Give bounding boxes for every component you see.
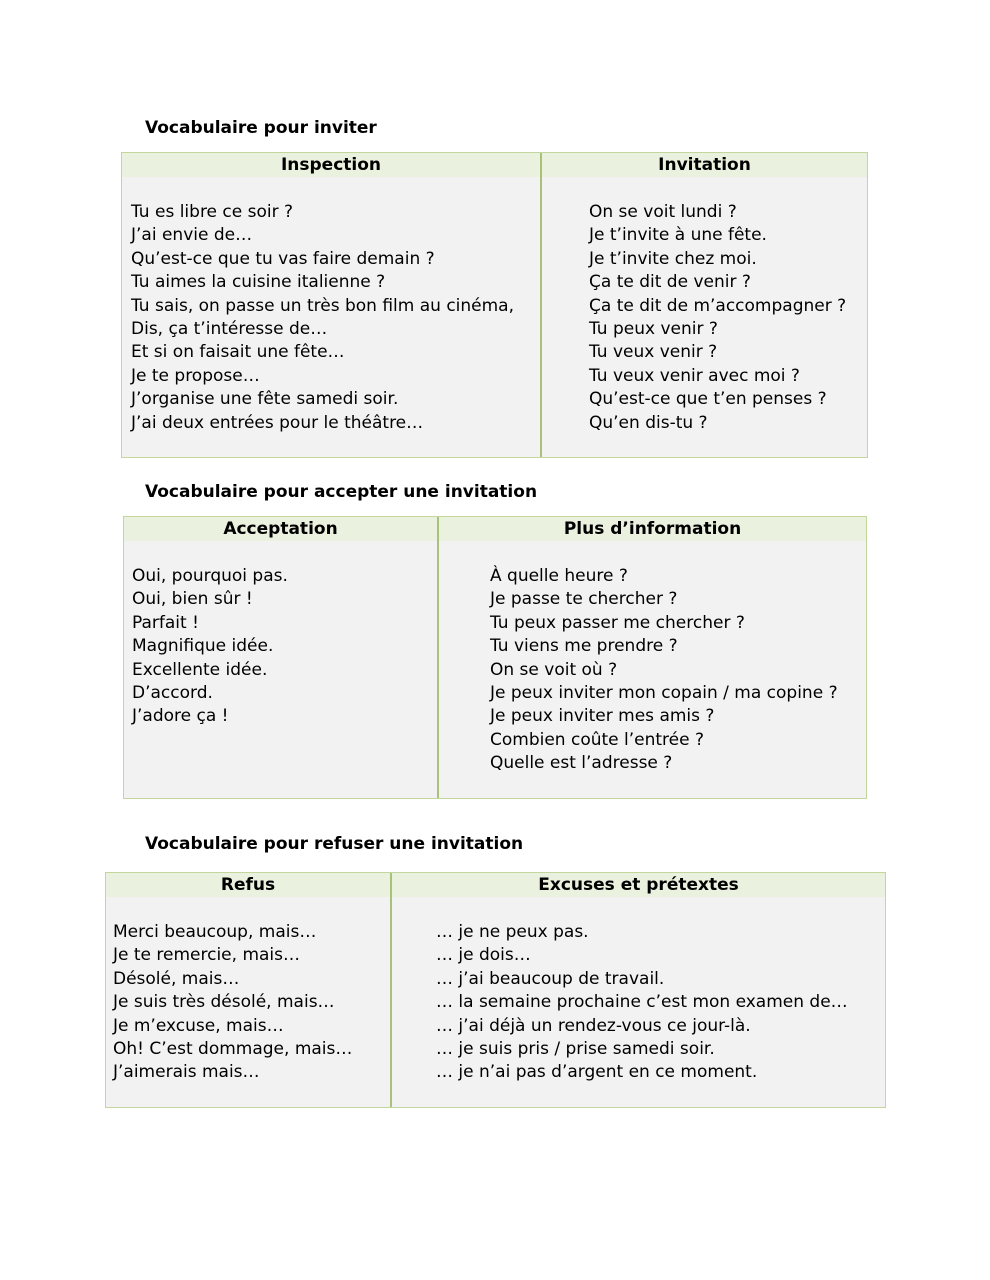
list-item: On se voit lundi ? bbox=[589, 202, 737, 222]
column-acceptation bbox=[124, 517, 437, 798]
list-item: Qu’en dis-tu ? bbox=[589, 412, 708, 433]
column-inspection bbox=[122, 153, 540, 457]
list-item: … j’ai déjà un rendez-vous ce jour-là. bbox=[436, 1015, 751, 1036]
list-item: D’accord. bbox=[132, 683, 213, 704]
list-item: Tu veux venir ? bbox=[589, 342, 718, 363]
list-item: Dis, ça t’intéresse de… bbox=[131, 319, 328, 340]
list-item: Magnifique idée. bbox=[132, 636, 274, 657]
list-item: Parfait ! bbox=[132, 612, 199, 633]
column-plus-information bbox=[437, 517, 866, 798]
list-item: Tu peux passer me chercher ? bbox=[490, 612, 745, 633]
column-header: Inspection bbox=[122, 153, 540, 177]
list-item: Oui, bien sûr ! bbox=[132, 589, 253, 610]
list-item: … la semaine prochaine c’est mon examen de… bbox=[436, 992, 848, 1013]
list-item: Combien coûte l’entrée ? bbox=[490, 729, 705, 750]
item-list bbox=[589, 201, 846, 435]
item-list bbox=[132, 565, 288, 729]
list-item: Je te propose… bbox=[131, 365, 260, 386]
list-item: Tu sais, on passe un très bon film au cinéma, bbox=[131, 295, 515, 316]
list-item: Je passe te chercher ? bbox=[490, 589, 678, 610]
list-item: Qu’est-ce que tu vas faire demain ? bbox=[131, 248, 435, 269]
list-item: Désolé, mais… bbox=[113, 968, 240, 989]
list-item: … je suis pris / prise samedi soir. bbox=[436, 1039, 715, 1060]
list-item: Je t’invite à une fête. bbox=[589, 225, 767, 246]
list-item: Je t’invite chez moi. bbox=[589, 248, 757, 269]
section-title-accepter: Vocabulaire pour accepter une invitation bbox=[145, 482, 538, 502]
list-item: On se voit où ? bbox=[490, 659, 618, 680]
list-item: Je te remercie, mais… bbox=[113, 945, 301, 966]
table-refuser bbox=[105, 872, 886, 1108]
column-header: Refus bbox=[106, 873, 390, 897]
list-item: Je peux inviter mes amis ? bbox=[490, 706, 715, 727]
list-item: Ça te dit de venir ? bbox=[589, 272, 751, 293]
list-item: J’aimerais mais… bbox=[113, 1062, 260, 1083]
list-item: J’ai envie de… bbox=[131, 225, 253, 246]
list-item: Oh! C’est dommage, mais… bbox=[113, 1039, 353, 1060]
item-list bbox=[131, 201, 514, 435]
list-item: Tu veux venir avec moi ? bbox=[589, 365, 800, 386]
list-item: J’organise une fête samedi soir. bbox=[131, 389, 399, 410]
list-item: Et si on faisait une fête… bbox=[131, 342, 345, 363]
table-accepter bbox=[123, 516, 867, 799]
column-header: Invitation bbox=[542, 153, 867, 177]
list-item: Tu peux venir ? bbox=[589, 319, 718, 340]
list-item: Excellente idée. bbox=[132, 659, 268, 680]
list-item: Ça te dit de m’accompagner ? bbox=[589, 295, 847, 316]
column-excuses bbox=[390, 873, 885, 1107]
list-item: … je n’ai pas d’argent en ce moment. bbox=[436, 1062, 758, 1083]
list-item: Tu viens me prendre ? bbox=[490, 636, 678, 657]
list-item: À quelle heure ? bbox=[490, 566, 628, 586]
list-item: J’adore ça ! bbox=[132, 706, 229, 727]
table-inviter bbox=[121, 152, 868, 458]
section-title-inviter: Vocabulaire pour inviter bbox=[145, 118, 377, 138]
column-header: Acceptation bbox=[124, 517, 437, 541]
list-item: Quelle est l’adresse ? bbox=[490, 753, 673, 774]
section-title-refuser: Vocabulaire pour refuser une invitation bbox=[145, 834, 524, 854]
item-list bbox=[490, 565, 838, 776]
list-item: … je dois… bbox=[436, 945, 531, 966]
item-list bbox=[436, 921, 848, 1085]
list-item: Qu’est-ce que t’en penses ? bbox=[589, 389, 827, 410]
list-item: Oui, pourquoi pas. bbox=[132, 566, 288, 586]
column-header: Plus d’information bbox=[439, 517, 866, 541]
item-list bbox=[113, 921, 352, 1085]
list-item: Merci beaucoup, mais… bbox=[113, 922, 317, 942]
list-item: Tu es libre ce soir ? bbox=[131, 202, 294, 222]
column-refus bbox=[106, 873, 390, 1107]
column-header: Excuses et prétextes bbox=[392, 873, 885, 897]
list-item: … je ne peux pas. bbox=[436, 922, 589, 942]
list-item: Je peux inviter mon copain / ma copine ? bbox=[490, 683, 838, 704]
list-item: Tu aimes la cuisine italienne ? bbox=[131, 272, 386, 293]
list-item: Je suis très désolé, mais… bbox=[113, 992, 335, 1013]
list-item: J’ai deux entrées pour le théâtre… bbox=[131, 412, 424, 433]
list-item: Je m’excuse, mais… bbox=[113, 1015, 284, 1036]
list-item: … j’ai beaucoup de travail. bbox=[436, 968, 665, 989]
column-invitation bbox=[540, 153, 867, 457]
